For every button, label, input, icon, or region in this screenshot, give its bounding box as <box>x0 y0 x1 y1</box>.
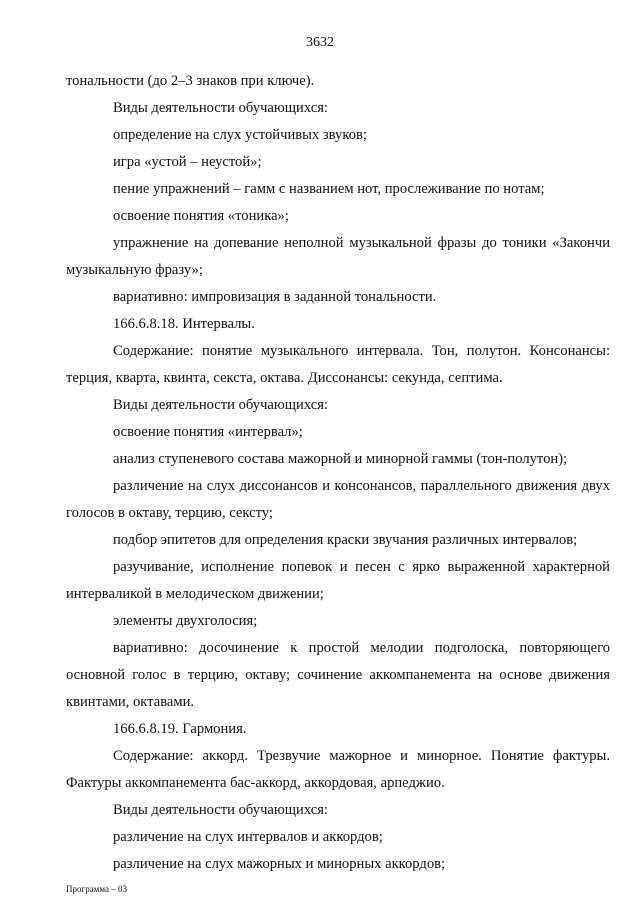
paragraph-activities-heading: Виды деятельности обучающихся: <box>113 100 328 116</box>
paragraph-item: различение на слух диссонансов и консонансов, параллельного движения двух голосов в октаву, терцию, сексту; <box>66 478 610 521</box>
paragraph-item: освоение понятия «тоника»; <box>113 208 289 224</box>
paragraph-content: Содержание: аккорд. Трезвучие мажорное и минорное. Понятие фактуры. Фактуры аккомпанемента бас-аккорд, аккордовая, арпеджио. <box>66 748 610 791</box>
paragraph-item: подбор эпитетов для определения краски звучания различных интервалов; <box>113 532 578 548</box>
paragraph-item: анализ ступеневого состава мажорной и минорной гаммы (тон-полутон); <box>113 451 568 467</box>
paragraph-item: различение на слух интервалов и аккордов; <box>113 829 383 845</box>
paragraph-item: элементы двухголосия; <box>113 613 258 629</box>
paragraph-item: определение на слух устойчивых звуков; <box>113 127 367 143</box>
document-body <box>66 68 610 878</box>
paragraph-item: вариативно: досочинение к простой мелодии подголоска, повторяющего основной голос в терцию, октаву; сочинение аккомпанемента на основе движения квинтами, октавами. <box>66 640 610 710</box>
paragraph-activities-heading: Виды деятельности обучающихся: <box>113 802 328 818</box>
paragraph-item: освоение понятия «интервал»; <box>113 424 303 440</box>
paragraph-item: игра «устой – неустой»; <box>113 154 262 170</box>
paragraph-item: упражнение на допевание неполной музыкальной фразы до тоники «Закончи музыкальную фразу»; <box>66 235 610 278</box>
paragraph-content: Содержание: понятие музыкального интервала. Тон, полутон. Консонансы: терция, кварта, квинта, секста, октава. Диссонансы: секунда, септима. <box>66 343 610 386</box>
paragraph-item: различение на слух мажорных и минорных аккордов; <box>113 856 446 872</box>
paragraph-item: разучивание, исполнение попевок и песен с ярко выраженной характерной интерваликой в мелодическом движении; <box>66 559 610 602</box>
paragraph-continuation: тональности (до 2–3 знаков при ключе). <box>66 73 315 89</box>
section-heading-harmony: 166.6.8.19. Гармония. <box>113 721 247 737</box>
paragraph-item: пение упражнений – гамм с названием нот, прослеживание по нотам; <box>113 181 545 197</box>
paragraph-activities-heading: Виды деятельности обучающихся: <box>113 397 328 413</box>
paragraph-item: вариативно: импровизация в заданной тональности. <box>113 289 437 305</box>
page-footer: Программа – 03 <box>66 884 128 894</box>
page-number: 3632 <box>306 35 334 50</box>
section-heading-intervals: 166.6.8.18. Интервалы. <box>113 316 255 332</box>
